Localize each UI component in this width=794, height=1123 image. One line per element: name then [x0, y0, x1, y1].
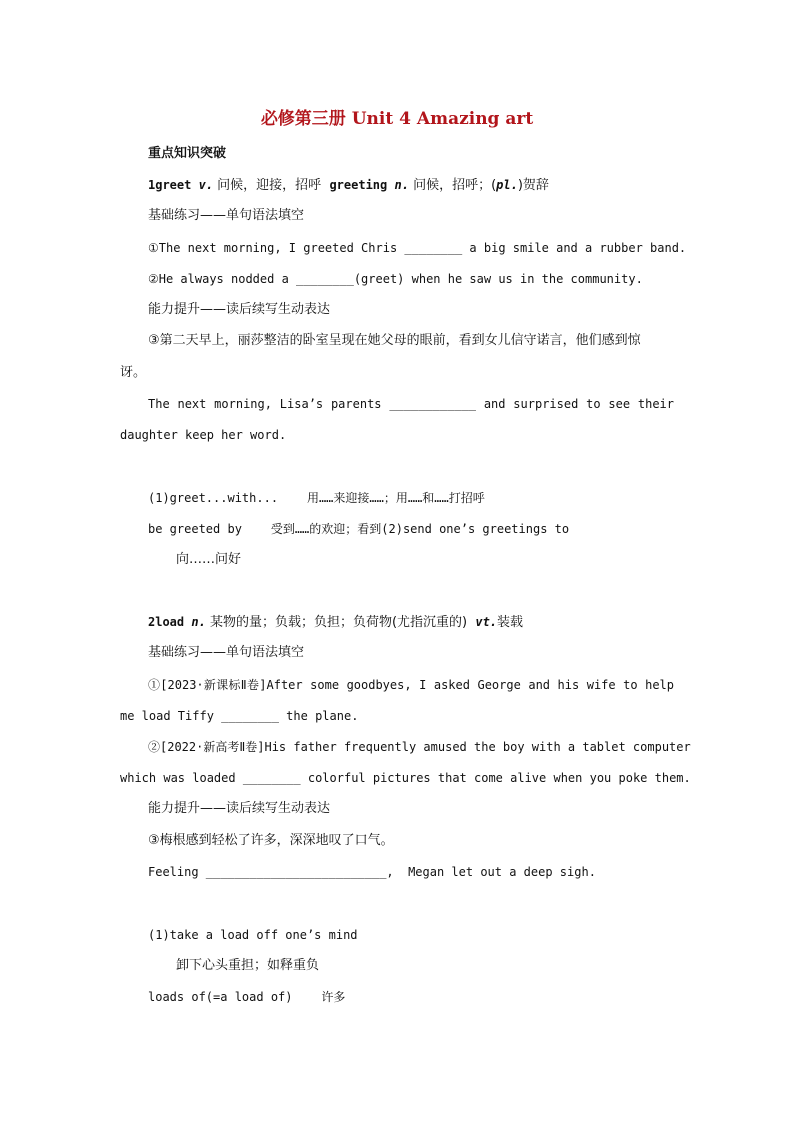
headword: 1greet: [148, 178, 192, 192]
exercise-english: The next morning, Lisa’s parents ____________ and surprised to see their: [148, 397, 674, 411]
phrase-note: be greeted by 受到……的欢迎；看到(2)send one’s greetings to: [148, 522, 570, 536]
exercise-sentence: me load Tiffy ________ the plane.: [120, 709, 359, 723]
vocab-entry-greet: [148, 177, 549, 194]
derived-word: greeting: [329, 178, 388, 192]
exercise-chinese: ③梅根感到轻松了许多，深深地叹了口气。: [148, 833, 394, 848]
phrase-note: (1)greet...with... 用……来迎接……；用……和……打招呼: [148, 491, 485, 505]
exercise-chinese: 讶。: [120, 365, 147, 380]
basic-practice-label: 基础练习——单句语法填空: [148, 645, 305, 660]
exercise-sentence: ①The next morning, I greeted Chris ________ a big smile and a rubber band.: [148, 241, 687, 255]
definition: )贺辞: [517, 178, 549, 193]
definition: 问候，迎接，招呼: [213, 178, 330, 193]
exercise-english: daughter keep her word.: [120, 428, 287, 442]
part-of-speech: n.: [191, 615, 206, 629]
headword: 2load: [148, 615, 185, 629]
definition: 某物的量；负载；负担；负荷物(尤指沉重的): [205, 615, 476, 630]
plural-marker: pl.: [496, 178, 518, 192]
part-of-speech: n.: [394, 178, 409, 192]
advanced-practice-label: 能力提升——读后续写生动表达: [148, 801, 331, 816]
phrase-note: (1)take a load off one’s mind: [148, 928, 358, 942]
part-of-speech: v.: [198, 178, 214, 192]
advanced-practice-label: 能力提升——读后续写生动表达: [148, 302, 331, 317]
part-of-speech: vt.: [475, 615, 498, 629]
basic-practice-label: 基础练习——单句语法填空: [148, 208, 305, 223]
section-heading: 重点知识突破: [148, 146, 227, 161]
exercise-sentence: which was loaded ________ colorful pictures that come alive when you poke them.: [120, 771, 691, 785]
phrase-note: 卸下心头重担；如释重负: [176, 958, 320, 973]
exercise-sentence: ②He always nodded a ________(greet) when he saw us in the community.: [148, 272, 643, 286]
exercise-sentence: ②[2022·新高考Ⅱ卷]His father frequently amused the boy with a tablet computer: [148, 740, 691, 754]
phrase-note: loads of(=a load of) 许多: [148, 990, 346, 1004]
definition: 装载: [497, 615, 524, 630]
exercise-sentence: ①[2023·新课标Ⅱ卷]After some goodbyes, I asked George and his wife to help: [148, 678, 674, 692]
exercise-chinese: ③第二天早上，丽莎整洁的卧室呈现在她父母的眼前，看到女儿信守诺言，他们感到惊: [148, 333, 641, 348]
phrase-note: 向……问好: [176, 552, 242, 567]
vocab-entry-load: [148, 614, 523, 631]
page-title: 必修第三册 Unit 4 Amazing art: [260, 109, 534, 129]
exercise-english: Feeling _________________________, Megan let out a deep sigh.: [148, 865, 596, 879]
definition: 问候，招呼；(: [408, 178, 497, 193]
